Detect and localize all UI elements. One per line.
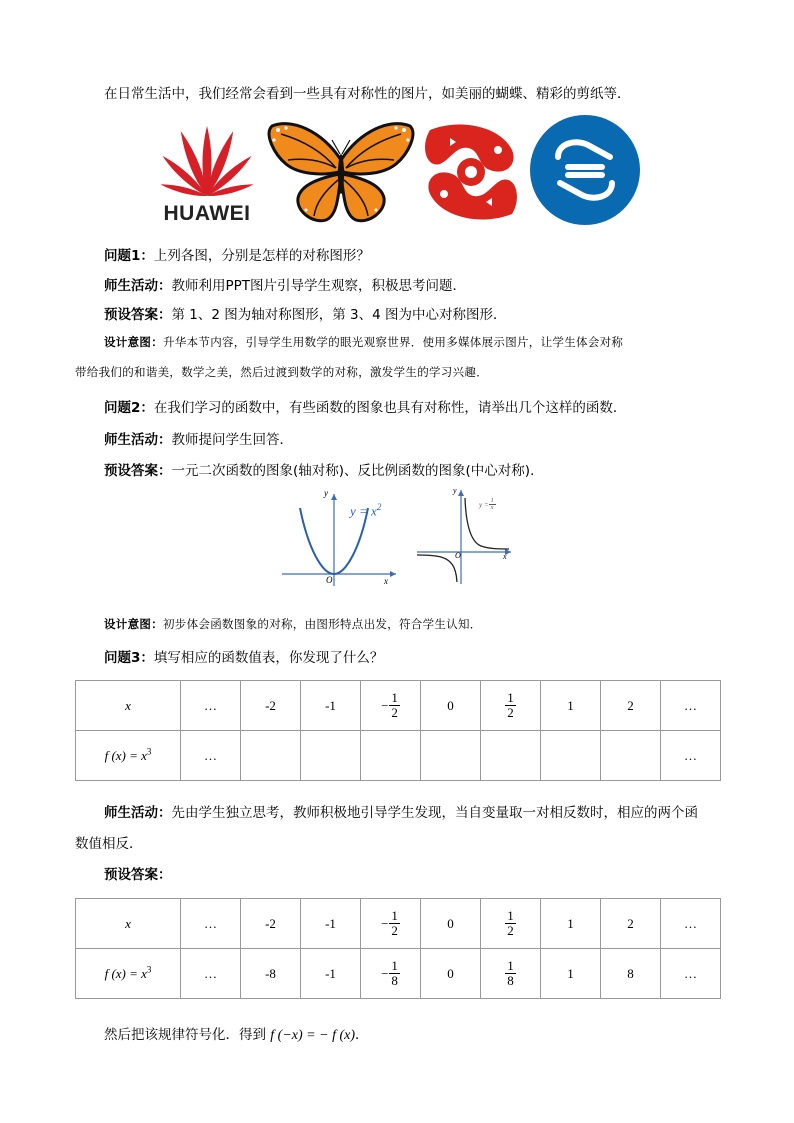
f-cell: …: [181, 949, 241, 999]
x-cell: 2: [601, 899, 661, 949]
row-f-header: f $(x) = x^3$: [76, 731, 181, 781]
f-cell[interactable]: [301, 731, 361, 781]
x-cell: 0: [421, 899, 481, 949]
parabola-graph: [278, 488, 402, 588]
f-cell: …: [661, 731, 721, 781]
q3-activity-label: 师生活动：: [104, 805, 172, 821]
f-cell[interactable]: [361, 731, 421, 781]
x-cell: − $\frac{1}{2}$: [361, 681, 421, 731]
x-cell: …: [181, 899, 241, 949]
q2-answer-label: 预设答案：: [104, 463, 172, 479]
f-cell[interactable]: [241, 731, 301, 781]
butterfly-icon: [266, 120, 416, 226]
f-cell: -1: [301, 949, 361, 999]
x-cell: -2: [241, 681, 301, 731]
q3-conclusion-end: ．: [355, 1027, 369, 1043]
q2-activity: 教师提问学生回答．: [171, 432, 293, 448]
q3-conclusion-text: 然后把该规律符号化．得到: [104, 1027, 266, 1043]
parabola-y-label: y: [324, 488, 328, 498]
china-mobile-logo: [528, 113, 642, 227]
china-mobile-icon: [528, 113, 642, 227]
q1-activity-label: 师生活动：: [104, 278, 172, 294]
q2-line: [104, 396, 626, 416]
x-cell: …: [181, 681, 241, 731]
x-cell: 2: [601, 681, 661, 731]
x-cell: -1: [301, 899, 361, 949]
butterfly-image: [266, 120, 416, 226]
q3-conclusion-line: [104, 1023, 369, 1044]
q3-activity-line-1: [104, 801, 698, 821]
q2-design: 初步体会函数图象的对称，由图形特点出发，符合学生认知．: [163, 617, 482, 631]
q1-design-1: 升华本节内容，引导学生用数学的眼光观察世界．使用多媒体展示图片，让学生体会对称: [163, 335, 624, 349]
q1-label: 问题1：: [104, 248, 154, 264]
q3-activity-1: 先由学生独立思考，教师积极地引导学生发现，当自变量取一对相反数时，相应的两个函: [171, 805, 698, 821]
q3-line: [104, 646, 383, 666]
q3-conclusion-formula: f (−x) = − f (x): [270, 1028, 355, 1043]
hyperbola-svg: [415, 486, 515, 586]
q3-activity-line-2: 数值相反．: [75, 836, 143, 852]
parabola-x-label: x: [384, 576, 388, 586]
q2-activity-label: 师生活动：: [104, 432, 172, 448]
hyperbola-formula: y = $\frac{1}{x}$: [479, 498, 494, 512]
x-cell: 1: [541, 681, 601, 731]
q2-design-label: 设计意图：: [104, 617, 163, 631]
papercut-fish-image: [420, 120, 522, 224]
huawei-logo: [152, 118, 262, 226]
x-cell: 0: [421, 681, 481, 731]
f-cell: − $\frac{1}{8}$: [361, 949, 421, 999]
f-cell[interactable]: [541, 731, 601, 781]
table-row: [76, 949, 721, 999]
f-cell: …: [661, 949, 721, 999]
x-cell: − $\frac{1}{2}$: [361, 899, 421, 949]
value-table-answer: [75, 898, 721, 999]
x-cell: $\frac{1}{2}$: [481, 681, 541, 731]
parabola-svg: [278, 488, 402, 588]
q3-label: 问题3：: [104, 650, 154, 666]
x-cell: -2: [241, 899, 301, 949]
q1-line: [104, 244, 370, 264]
x-cell: …: [661, 899, 721, 949]
intro-text: 在日常生活中，我们经常会看到一些具有对称性的图片，如美丽的蝴蝶、精彩的剪纸等．: [104, 86, 631, 102]
parabola-formula: $y = x^2$: [350, 502, 382, 519]
q1-design-line-2: 带给我们的和谐美，数学之美，然后过渡到数学的对称，激发学生的学习兴趣．: [75, 365, 488, 379]
q3-text: 填写相应的函数值表，你发现了什么？: [153, 650, 384, 666]
q2-design-line: [104, 616, 482, 632]
row-x-header: x: [76, 681, 181, 731]
papercut-fish-icon: [420, 120, 522, 224]
q2-answer-line: [104, 459, 544, 479]
f-cell: $\frac{1}{8}$: [481, 949, 541, 999]
hyperbola-graph: [415, 486, 515, 586]
q3-answer-label: 预设答案：: [104, 867, 172, 883]
q2-text: 在我们学习的函数中，有些函数的图象也具有对称性，请举出几个这样的函数．: [153, 400, 627, 416]
f-cell: -8: [241, 949, 301, 999]
q1-design-label: 设计意图：: [104, 335, 163, 349]
f-cell[interactable]: [601, 731, 661, 781]
f-cell: …: [181, 731, 241, 781]
table-row: [76, 681, 721, 731]
x-cell: $\frac{1}{2}$: [481, 899, 541, 949]
q1-text: 上列各图，分别是怎样的对称图形？: [153, 248, 370, 264]
row-x-header: x: [76, 899, 181, 949]
hyperbola-branch-left: [417, 555, 457, 582]
q1-answer-line: [104, 303, 507, 323]
hyperbola-origin-label: O: [455, 551, 461, 560]
hyperbola-x-label: x: [503, 552, 507, 561]
f-cell: 1: [541, 949, 601, 999]
f-cell: 8: [601, 949, 661, 999]
huawei-wordmark: HUAWEI: [163, 202, 251, 225]
hyperbola-y-label: y: [453, 486, 457, 495]
value-table-blank: [75, 680, 721, 781]
q1-answer: 第 1、2 图为轴对称图形，第 3、4 图为中心对称图形．: [171, 307, 507, 323]
f-cell[interactable]: [481, 731, 541, 781]
f-cell[interactable]: [421, 731, 481, 781]
table-row: [76, 731, 721, 781]
q1-activity: 教师利用PPT图片引导学生观察，积极思考问题．: [171, 278, 467, 294]
x-cell: …: [661, 681, 721, 731]
q1-answer-label: 预设答案：: [104, 307, 172, 323]
q2-activity-line: [104, 428, 293, 448]
x-cell: 1: [541, 899, 601, 949]
table-row: [76, 899, 721, 949]
q2-answer: 一元二次函数的图象(轴对称)、反比例函数的图象(中心对称)．: [171, 463, 544, 479]
x-cell: -1: [301, 681, 361, 731]
q2-label: 问题2：: [104, 400, 154, 416]
parabola-origin-label: O: [326, 575, 333, 585]
f-cell: 0: [421, 949, 481, 999]
q1-activity-line: [104, 274, 466, 294]
row-f-header: f $(x) = x^3$: [76, 949, 181, 999]
q1-design-line-1: [104, 334, 623, 350]
